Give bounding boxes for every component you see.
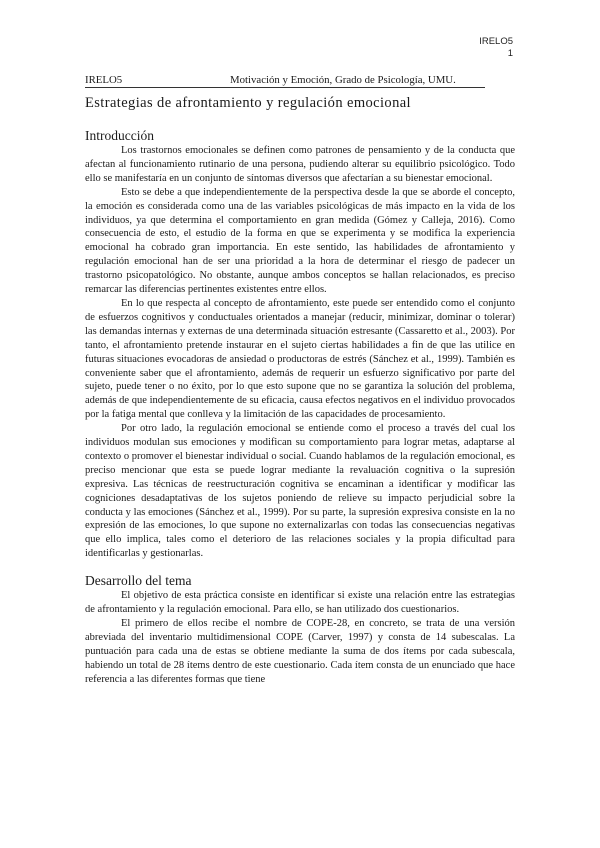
- document-title: Estrategias de afrontamiento y regulación emocional: [85, 95, 411, 111]
- paragraph: El objetivo de esta práctica consiste en identificar si existe una relación entre las estrategias de afrontamiento y la regulación emocional. Para ello, se han utilizado dos cuestionarios.: [85, 590, 515, 616]
- running-head-code: IRELO5: [479, 36, 513, 47]
- running-head: [479, 36, 513, 60]
- paragraph: Por otro lado, la regulación emocional se entiende como el proceso a través del cual los individuos modulan sus emociones y modifican su comportamiento para lograr metas, adaptarse al contexto o promover el bienestar individual o social. Cuando hablamos de la regulación emocional, es preciso mencionar que esta se puede lograr mediante la revaluación cognitiva o la supresión expresiva. Las técnicas de reestructuración cognitiva se encaminan a identificar y modificar las cogniciones desadaptativas de los sujetos poniendo de relieve su impacto perjudicial sobre la conducta y las emociones (Sánchez et al., 1999). Por su parte, la supresión expresiva consiste en la no expresión de las emociones, lo que supone no externalizarlas con todas las consecuencias negativas que ello implica, tales como el deterioro de las relaciones sociales y la propia dificultad para identificarlas y gestionarlas.: [85, 423, 515, 560]
- document-header: [85, 74, 485, 88]
- page-number: 1: [507, 48, 513, 59]
- paragraph: En lo que respecta al concepto de afrontamiento, este puede ser entendido como el conjunto de esfuerzos cognitivos y conductuales orientados a manejar (reducir, minimizar, dominar o tolerar) las demandas internas y externas de una determinada situación estresante (Cassaretto et al., 2003). Por tanto, el afrontamiento pretende instaurar en el sujeto ciertas habilidades a fin de que las utilice en futuras situaciones evocadoras de ansiedad o productoras de estrés (Sánchez et al., 1999). También es conveniente saber que el afrontamiento, además de requerir un esfuerzo significativo por parte del sujeto, puede tener o no éxito, por lo que esto supone que no se garantiza la solución del problema, además de que independientemente de su eficacia, causa efectos negativos en el individuo provocados por la fatiga mental que conlleva y la limitación de las capacidades de procesamiento.: [85, 297, 515, 421]
- header-course: Motivación y Emoción, Grado de Psicología, UMU.: [230, 74, 456, 86]
- paragraph: Esto se debe a que independientemente de la perspectiva desde la que se aborde el concepto, la emoción es considerada como una de las variables psicológicas de más impacto en la vida de los individuos, ya que determina el comportamiento en gran medida (Gómez y Calleja, 2016). Como consecuencia de esto, el estudio de la forma en que se experimenta y se modifica la experiencia emocional ha cobrado gran importancia. En este sentido, las habilidades de afrontamiento y regulación emocional han de ser una prioridad a la hora de determinar el riesgo de padecer un trastorno psicopatológico. No obstante, aunque ambos conceptos se hallan relacionados, es preciso remarcar las diferencias pertinentes existentes entre ellos.: [85, 186, 515, 296]
- header-code: IRELO5: [85, 74, 123, 86]
- paragraph: El primero de ellos recibe el nombre de COPE-28, en concreto, se trata de una versión abreviada del inventario multidimensional COPE (Carver, 1997) y consta de 14 subescalas. La puntuación para cada una de estas se obtiene mediante la suma de dos ítems por cada subescala, habiendo un total de 28 ítems dentro de este cuestionario. Cada ítem consta de un enunciado que hace referencia a las diferentes formas que tiene: [85, 618, 515, 685]
- section-heading-desarrollo: Desarrollo del tema: [85, 573, 192, 589]
- paragraph: Los trastornos emocionales se definen como patrones de pensamiento y de la conducta que afectan al funcionamiento rutinario de una persona, pudiendo alterar su equilibrio psicológico. Todo ello se manifestaría en un conjunto de síntomas diversos que afectarían a su bienestar emocional.: [85, 145, 515, 184]
- document-body: [85, 127, 515, 687]
- section-heading-introduccion: Introducción: [85, 128, 154, 143]
